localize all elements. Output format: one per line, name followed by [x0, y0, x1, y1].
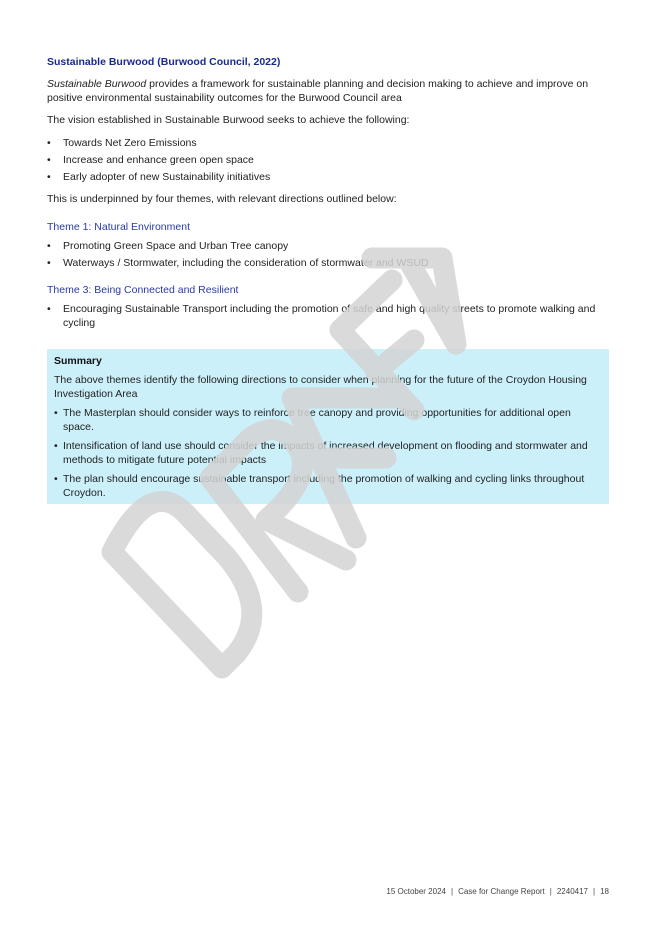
list-item: • Encouraging Sustainable Transport including the promotion of safe and high quality streets to promote walking and cycling	[47, 303, 609, 330]
intro-italic: Sustainable Burwood	[47, 78, 147, 90]
page-footer	[386, 887, 609, 896]
list-item: • Intensification of land use should consider the impacts of increased development on flooding and stormwater and methods to mitigate future potential impacts	[54, 440, 602, 467]
theme-3-list	[47, 303, 609, 330]
intro-rest: provides a framework for sustainable planning and decision making to achieve and improve on positive environmental sustainability outcomes for the Burwood Council area	[47, 78, 589, 104]
list-item: • Promoting Green Space and Urban Tree canopy	[47, 240, 609, 254]
vision-text: The vision established in Sustainable Burwood seeks to achieve the following:	[47, 114, 410, 126]
footer-ref: 2240417	[556, 887, 589, 896]
summary-list	[54, 407, 602, 500]
watermark-letter-d	[112, 501, 252, 668]
theme-heading: Theme 3: Being Connected and Resilient	[47, 284, 239, 296]
footer-separator: |	[593, 887, 596, 896]
footer-report: Case for Change Report	[458, 887, 545, 896]
footer-page-number: 18	[600, 887, 609, 896]
intro-paragraph	[47, 78, 609, 105]
summary-box	[47, 349, 609, 504]
summary-title: Summary	[54, 355, 102, 367]
theme-heading: Theme 1: Natural Environment	[47, 220, 190, 233]
list-item: • Increase and enhance green open space	[47, 154, 609, 168]
main-content	[47, 56, 609, 339]
list-item: • Towards Net Zero Emissions	[47, 137, 609, 151]
summary-intro: The above themes identify the following directions to consider when planning for the future of the Croydon Housing Investigation Area	[54, 374, 587, 400]
list-item: • Early adopter of new Sustainability initiatives	[47, 171, 609, 185]
list-item: • The Masterplan should consider ways to reinforce tree canopy and providing opportunities for additional open space.	[54, 407, 602, 434]
vision-list	[47, 137, 609, 185]
list-item: • The plan should encourage sustainable transport including the promotion of walking and cycling links throughout Croydon.	[54, 473, 602, 500]
themes-intro: This is underpinned by four themes, with relevant directions outlined below:	[47, 193, 397, 205]
footer-date: 15 October 2024	[386, 887, 446, 896]
list-item: • Waterways / Stormwater, including the consideration of stormwater and WSUD	[47, 257, 609, 271]
theme-1-list	[47, 240, 609, 271]
footer-separator: |	[450, 887, 454, 896]
section-heading: Sustainable Burwood (Burwood Council, 2022)	[47, 56, 281, 68]
footer-separator: |	[549, 887, 552, 896]
